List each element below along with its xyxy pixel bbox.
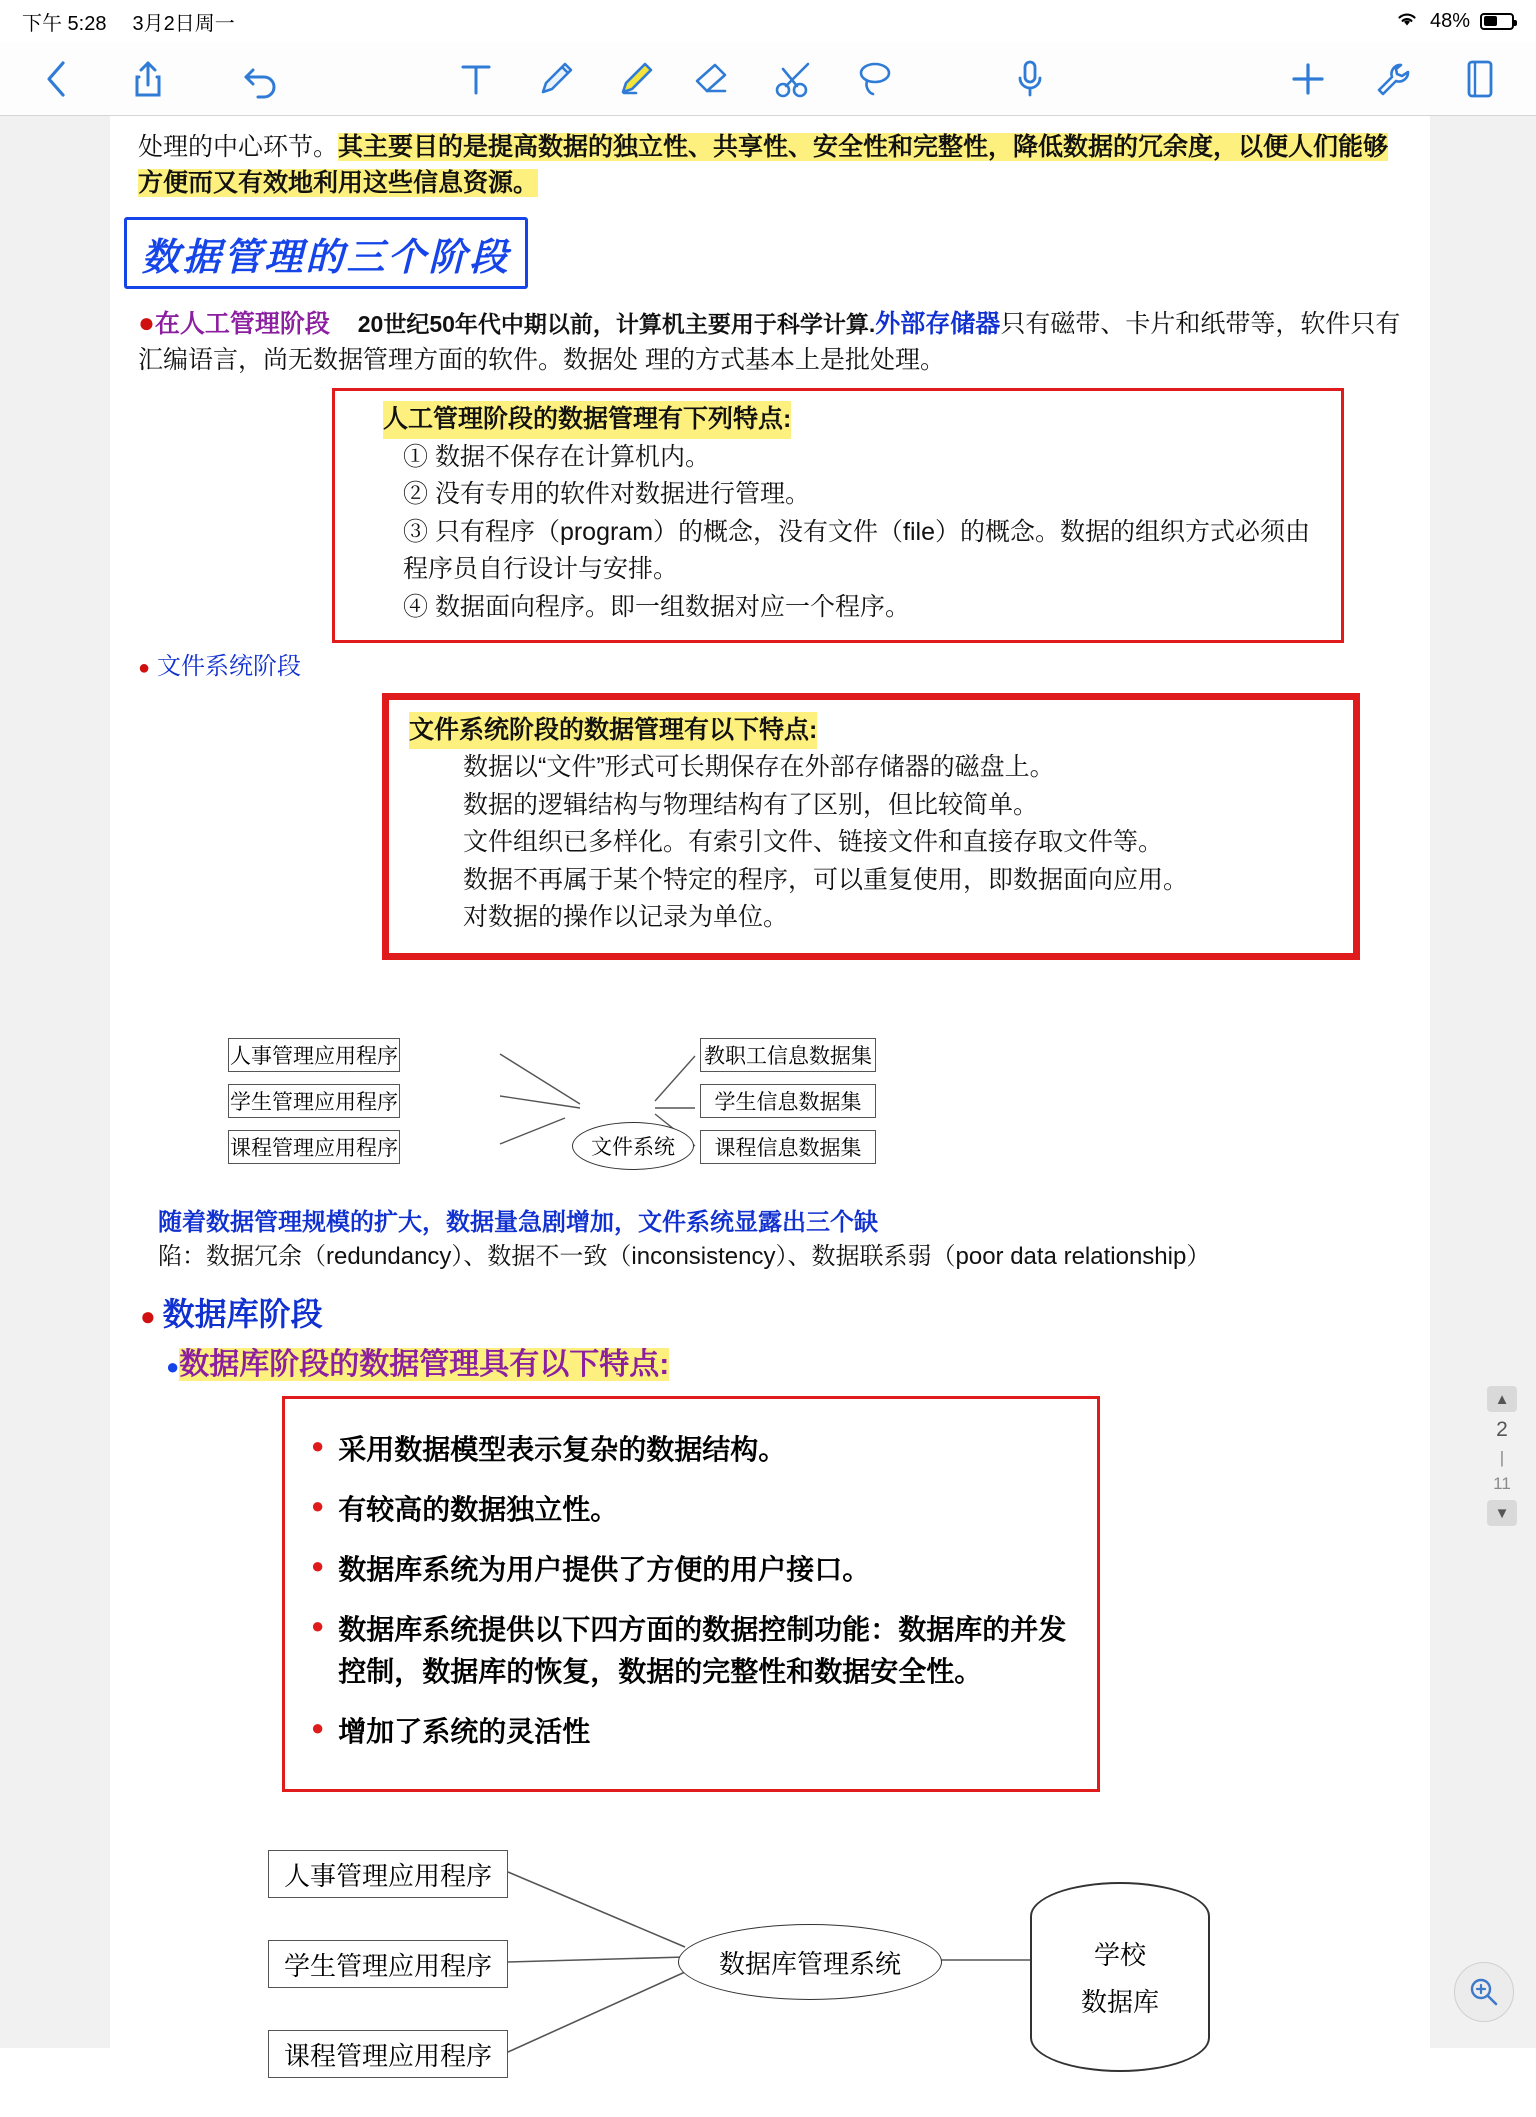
scroll-down-arrow-icon[interactable]: ▼	[1487, 1500, 1517, 1526]
section1-item-1: ① 数据不保存在计算机内。	[403, 442, 710, 471]
diagram1-right-box-1: 教职工信息数据集	[700, 1038, 876, 1072]
scroll-up-arrow-icon[interactable]: ▲	[1487, 1386, 1517, 1412]
magnifier-plus-icon	[1467, 1975, 1501, 2009]
status-bar	[0, 0, 1536, 42]
app-toolbar	[0, 42, 1536, 116]
status-right	[1394, 8, 1514, 34]
share-icon[interactable]	[126, 57, 170, 101]
diagram2-left-box-3: 课程管理应用程序	[268, 2030, 508, 2078]
section3-item-5: 增加了系统的灵活性	[338, 1716, 591, 1748]
document-scroll-area[interactable]	[0, 116, 1536, 2071]
section3-item-1-row	[311, 1429, 1081, 1471]
section2-item-3: 文件组织已多样化。有索引文件、链接文件和直接存取文件等。	[463, 828, 1164, 856]
diagram1-left-box-3: 课程管理应用程序	[228, 1130, 400, 1164]
section2-item-1: 数据以“文件”形式可长期保存在外部存储器的磁盘上。	[463, 753, 1055, 781]
section3-item-2-row	[311, 1489, 1081, 1531]
page-indicator[interactable]	[1482, 1386, 1522, 1526]
paragraph-2-blue: 随着数据管理规模的扩大，数据量急剧增加，文件系统显露出三个缺	[158, 1209, 878, 1236]
section3-label: 数据库阶段	[162, 1296, 323, 1333]
section1-text-a: 20世纪50年代中期以前，计算机主要用于科学计算.	[357, 311, 876, 337]
section3-item-1-bullet-icon: ●	[311, 1433, 325, 1459]
section1-box-title: 人工管理阶段的数据管理有下列特点:	[383, 401, 791, 439]
section2-label: 文件系统阶段	[157, 653, 302, 680]
page-panel-icon[interactable]	[1458, 57, 1502, 101]
page-total: 11	[1493, 1474, 1511, 1493]
paragraph-2-rest: 陷：数据冗余（redundancy）、数据不一致（inconsistency）、数据联系弱（poor data relationship）	[158, 1243, 1211, 1271]
section3-bullet-icon: ●	[140, 1301, 156, 1332]
file-system-diagram	[110, 1026, 1430, 1196]
page-separator: |	[1499, 1448, 1505, 1467]
section1-label: 在人工管理阶段	[154, 310, 330, 338]
section3-heading	[140, 1292, 1402, 1337]
diagram1-left-box-1: 人事管理应用程序	[228, 1038, 400, 1072]
microphone-icon[interactable]	[1008, 57, 1052, 101]
section3-item-4-bullet-icon: ●	[311, 1613, 325, 1639]
section3-item-4-row	[311, 1609, 1081, 1693]
section2-bullet-icon: ●	[138, 657, 151, 679]
section3-feature-box	[282, 1396, 1100, 1792]
section1-bullet-icon: ●	[138, 307, 155, 338]
diagram1-right-box-2: 学生信息数据集	[700, 1084, 876, 1118]
lasso-tool-icon[interactable]	[854, 57, 898, 101]
scissors-tool-icon[interactable]	[774, 57, 818, 101]
note-page-1[interactable]	[110, 116, 1430, 1116]
section2-item-2: 数据的逻辑结构与物理结构有了区别，但比较简单。	[463, 790, 1039, 819]
section2-heading	[138, 649, 1402, 685]
handwritten-title: 数据管理的三个阶段	[124, 217, 528, 289]
wrench-icon[interactable]	[1372, 57, 1416, 101]
section2-item-4: 数据不再属于某个特定的程序，可以重复使用，即数据面向应用。	[463, 865, 1189, 894]
diagram2-database-cylinder	[1030, 1882, 1210, 2072]
section1-feature-box	[332, 388, 1344, 643]
section3-sub-bullet-icon: ●	[166, 1353, 180, 1379]
section1-text-blue: 外部存储器	[875, 310, 1001, 338]
section2-feature-box	[382, 693, 1360, 960]
database-label-line2: 数据库	[1080, 1987, 1159, 2018]
diagram1-left-box-2: 学生管理应用程序	[228, 1084, 400, 1118]
diagram2-left-box-2: 学生管理应用程序	[268, 1940, 508, 1988]
section2-item-5: 对数据的操作以记录为单位。	[463, 903, 789, 931]
section3-item-4: 数据库系统提供以下四方面的数据控制功能：数据库的并发控制，数据库的恢复，数据的完整性和数据安全性。	[338, 1614, 1067, 1688]
wifi-icon	[1394, 8, 1420, 34]
section1-intro	[138, 307, 1402, 378]
pen-tool-icon[interactable]	[534, 57, 578, 101]
note-page-2[interactable]	[110, 1000, 1430, 2112]
battery-icon	[1480, 13, 1514, 30]
status-date: 3月2日周一	[132, 12, 235, 35]
page-current: 2	[1496, 1418, 1508, 1441]
diagram2-left-box-1: 人事管理应用程序	[268, 1850, 508, 1898]
section2-box-title: 文件系统阶段的数据管理有以下特点:	[409, 712, 817, 750]
plus-icon[interactable]	[1286, 57, 1330, 101]
section3-item-3-row	[311, 1549, 1081, 1591]
zoom-button[interactable]	[1454, 1962, 1514, 2022]
section3-item-3: 数据库系统为用户提供了方便的用户接口。	[338, 1554, 871, 1586]
status-left	[22, 7, 235, 36]
para1-highlight: 其主要目的是提高数据的独立性、共享性、安全性和完整性，降低数据的冗余度，以便人们能够方便而又有效地利用这些信息资源。	[138, 133, 1389, 197]
battery-percent: 48%	[1429, 9, 1470, 32]
back-chevron-icon[interactable]	[34, 57, 78, 101]
section3-item-2-bullet-icon: ●	[311, 1493, 325, 1519]
section3-item-5-bullet-icon: ●	[311, 1715, 325, 1741]
undo-icon[interactable]	[240, 57, 284, 101]
section1-item-3: ③ 只有程序（program）的概念，没有文件（file）的概念。数据的组织方式必须由程序员自行设计与安排。	[403, 517, 1310, 583]
paragraph-1	[138, 130, 1402, 201]
diagram2-center-node: 数据库管理系统	[678, 1924, 942, 2000]
section1-item-4: ④ 数据面向程序。即一组数据对应一个程序。	[403, 592, 910, 621]
section3-item-5-row	[311, 1711, 1081, 1753]
section1-item-2: ② 没有专用的软件对数据进行管理。	[403, 480, 810, 508]
database-label-line1: 学校	[1093, 1940, 1146, 1971]
status-time: 下午 5:28	[22, 12, 107, 35]
para1-plain: 处理的中心环节。	[138, 133, 339, 161]
diagram1-center-node: 文件系统	[572, 1122, 694, 1170]
eraser-tool-icon[interactable]	[694, 57, 738, 101]
section1-text-b: 只有磁带、卡片和纸带等，软件只有汇编语言，尚无数据管理方面的软件。数据处 理的方式基本上是批处理。	[138, 310, 1401, 374]
section3-item-2: 有较高的数据独立性。	[338, 1494, 619, 1526]
section3-item-1: 采用数据模型表示复杂的数据结构。	[338, 1434, 787, 1466]
database-system-diagram	[110, 1812, 1430, 2112]
section3-box-title: 数据库阶段的数据管理具有以下特点:	[179, 1347, 670, 1381]
diagram1-right-box-3: 课程信息数据集	[700, 1130, 876, 1164]
text-tool-icon[interactable]	[454, 57, 498, 101]
section3-box-title-row	[166, 1344, 1402, 1387]
section3-item-3-bullet-icon: ●	[311, 1553, 325, 1579]
highlighter-tool-icon[interactable]	[614, 57, 658, 101]
